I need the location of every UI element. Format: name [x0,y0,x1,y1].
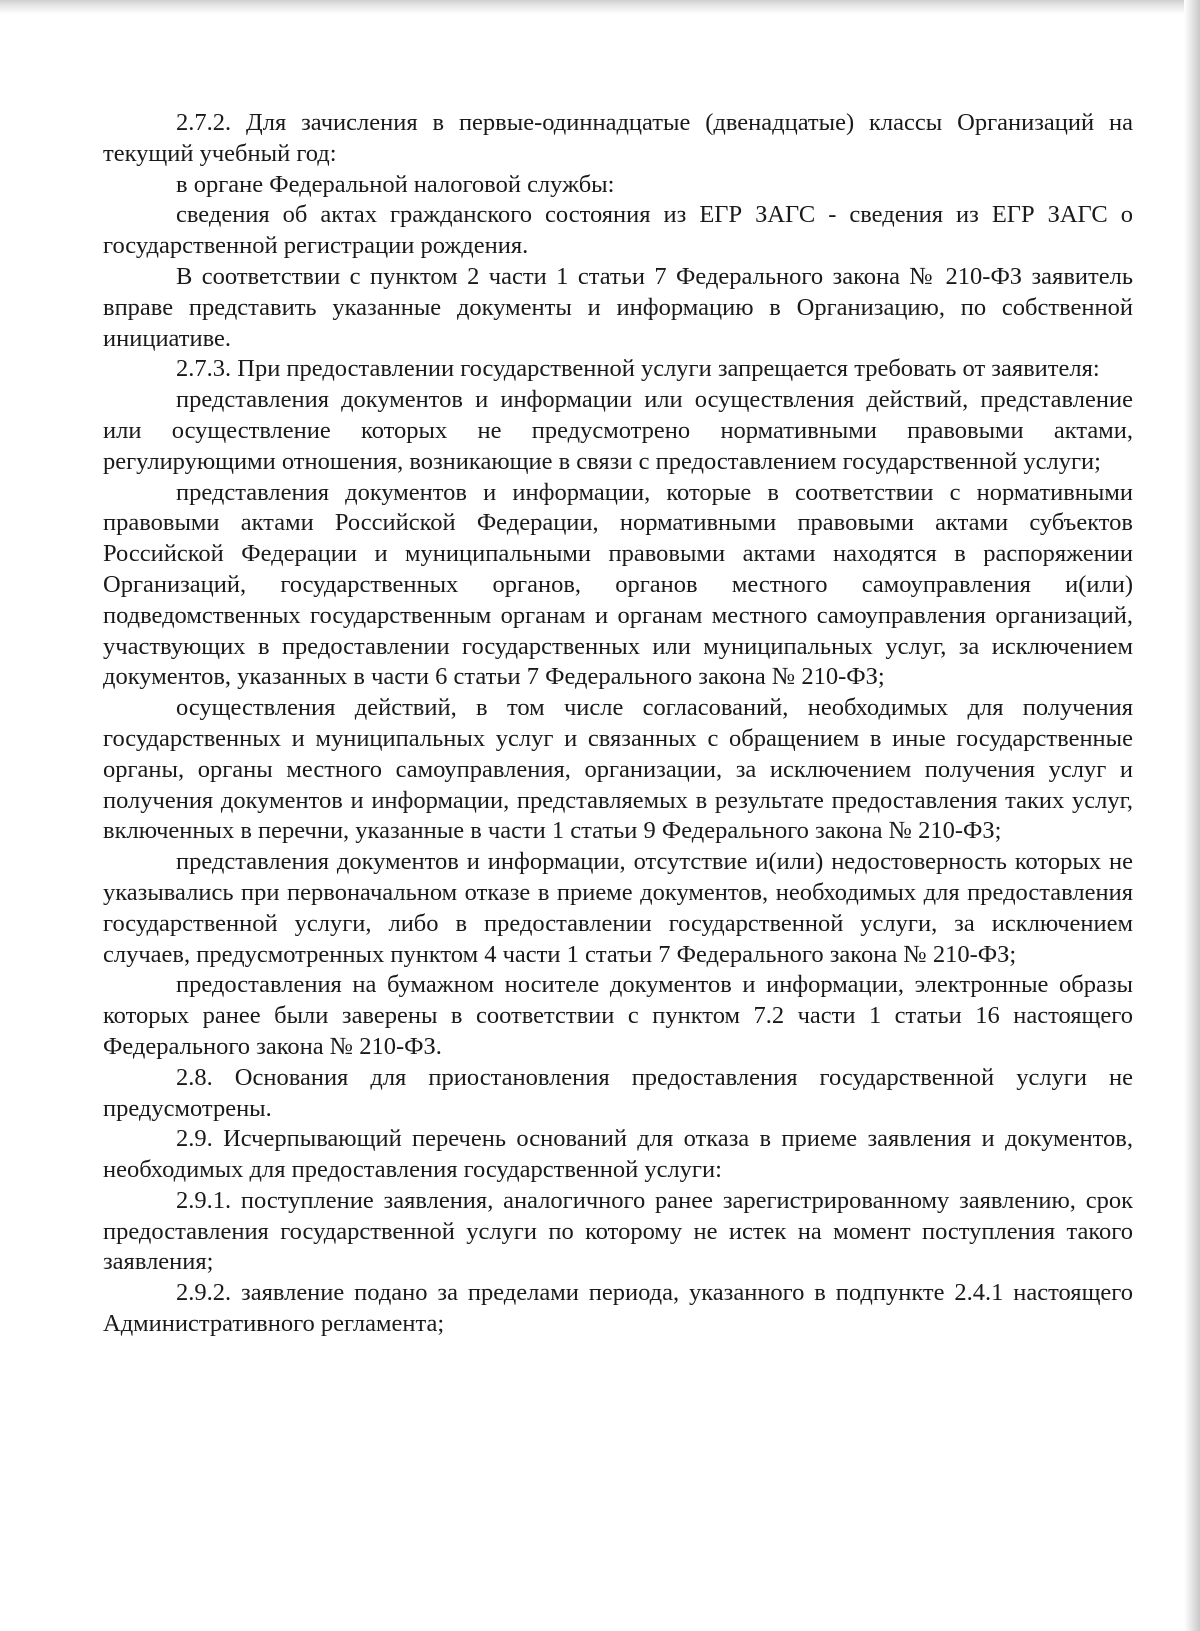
paragraph-2-7-2: 2.7.2. Для зачисления в первые-одиннадцатые (двенадцатые) классы Организаций на текущий учебный год: [103,109,1133,167]
paragraph-zags-records: сведения об актах гражданского состояния из ЕГР ЗАГС - сведения из ЕГР ЗАГС о государственной регистрации рождения. [103,201,1133,260]
paragraph-2-9: 2.9. Исчерпывающий перечень оснований для отказа в приеме заявления и документов, необходимых для предоставления государственной услуги: [103,1125,1133,1184]
paragraph-2-8: 2.8. Основания для приостановления предоставления государственной услуги не предусмотрены. [103,1063,1133,1122]
paragraph-own-initiative: В соответствии с пунктом 2 части 1 статьи 7 Федерального закона № 210-ФЗ заявитель вправе представить указанные документы и информацию в Организацию, по собственной инициативе. [103,262,1133,352]
paragraph-prohibition-3: осуществления действий, в том числе согласований, необходимых для получения государственных и муниципальных услуг и связанных с обращением в иные государственные органы, органы местного самоуправления, организации, за исключением получения услуг и получения документов и информации, представляемых в результате предоставления таких услуг, включенных в перечни, указанные в части 1 статьи 9 Федерального закона № 210-ФЗ; [103,694,1133,845]
scan-edge-top [0,0,1200,14]
paragraph-2-9-1: 2.9.1. поступление заявления, аналогичного ранее зарегистрированному заявлению, срок предоставления государственной услуги по которому не истек на момент поступления такого заявления; [103,1186,1133,1276]
paragraph-2-9-2: 2.9.2. заявление подано за пределами периода, указанного в подпункте 2.4.1 настоящего Административного регламента; [103,1279,1133,1338]
paragraph-prohibition-1: представления документов и информации или осуществления действий, представление или осуществление которых не предусмотрено нормативными правовыми актами, регулирующими отношения, возникающие в связи с предоставлением государственной услуги; [103,386,1133,475]
scan-edge-right [1184,0,1200,1631]
paragraph-tax-service: в органе Федеральной налоговой службы: [176,170,615,198]
paragraph-prohibition-4: представления документов и информации, отсутствие и(или) недостоверность которых не указывались при первоначальном отказе в приеме документов, необходимых для предоставления государственной услуги, либо в предоставлении государственной услуги, за исключением случаев, предусмотренных пунктом 4 части 1 статьи 7 Федерального закона № 210-ФЗ; [103,848,1133,968]
paragraph-prohibition-5: предоставления на бумажном носителе документов и информации, электронные образы которых ранее были заверены в соответствии с пунктом 7.2 части 1 статьи 16 настоящего Федерального закона № 210-ФЗ. [103,971,1133,1060]
paragraph-2-7-3: 2.7.3. При предоставлении государственной услуги запрещается требовать от заявителя: [176,355,1100,383]
paragraph-prohibition-2: представления документов и информации, которые в соответствии с нормативными правовыми актами Российской Федерации, нормативными правовыми актами субъектов Российской Федерации и муниципальными правовыми актами находятся в распоряжении Организаций, государственных органов, органов местного самоуправления и(или) подведомственных государственным органам и органам местного самоуправления организаций, участвующих в предоставлении государственных или муниципальных услуг, за исключением документов, указанных в части 6 статьи 7 Федерального закона № 210-ФЗ; [103,478,1133,691]
document-page [103,108,1133,1340]
